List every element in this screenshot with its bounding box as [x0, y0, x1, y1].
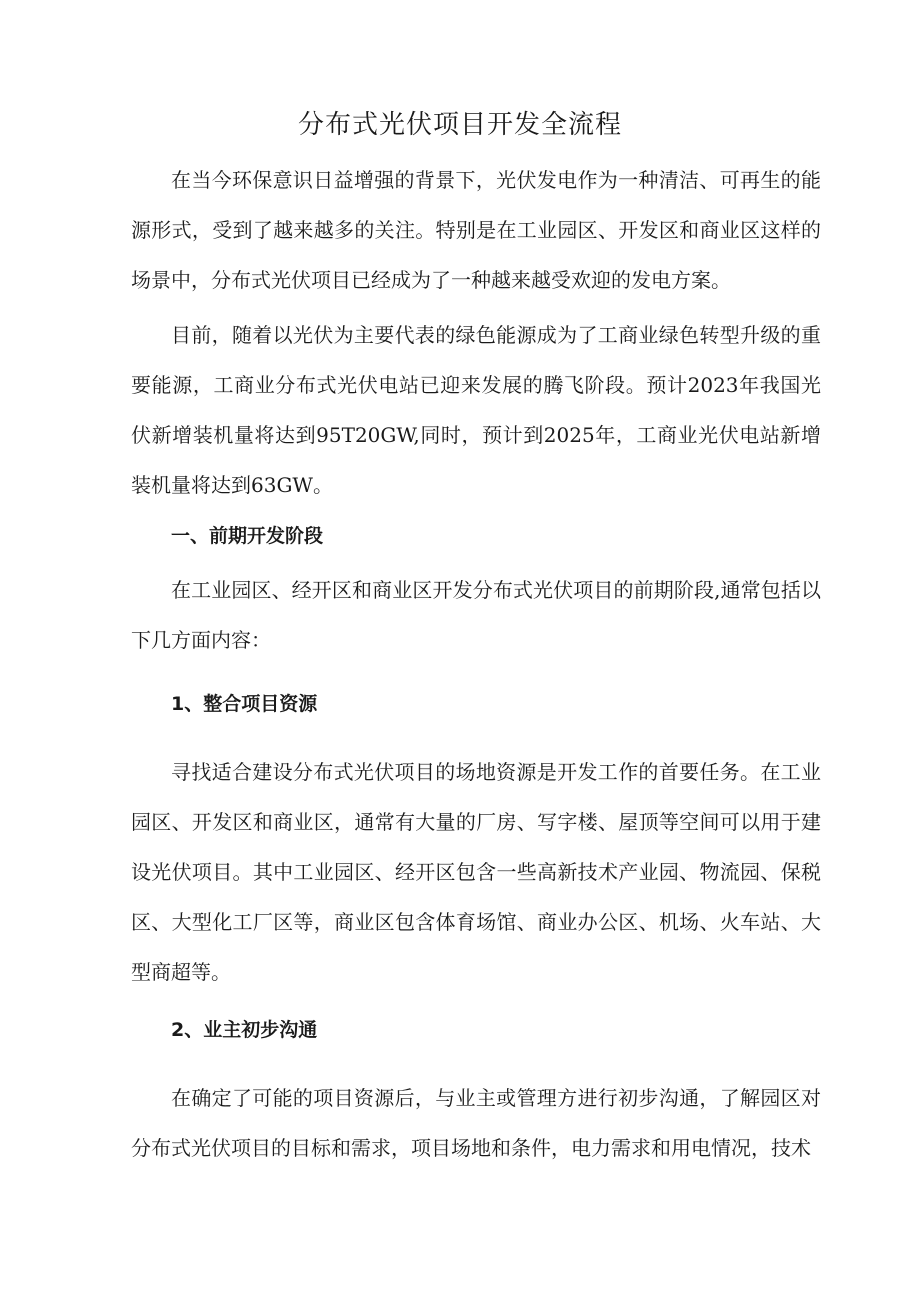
document-title: 分布式光伏项目开发全流程: [297, 110, 622, 140]
section-heading-pre-development: 一、前期开发阶段: [171, 525, 324, 547]
pre-development-paragraph: 在工业园区、经开区和商业区开发分布式光伏项目的前期阶段,通常包括以下几方面内容：: [131, 578, 821, 652]
owner-communication-paragraph: 在确定了可能的项目资源后，与业主或管理方进行初步沟通，了解园区对分布式光伏项目的目标和需求，项目场地和条件，电力需求和用电情况，技术: [131, 1086, 821, 1160]
intro-paragraph: 在当今环保意识日益增强的背景下，光伏发电作为一种清洁、可再生的能源形式，受到了越来越多的关注。特别是在工业园区、开发区和商业区这样的场景中，分布式光伏项目已经成为了一种越来越受欢迎的发电方案。: [131, 168, 821, 292]
current-status-paragraph: 目前，随着以光伏为主要代表的绿色能源成为了工商业绿色转型升级的重要能源，工商业分布式光伏电站已迎来发展的腾飞阶段。预计2023年我国光伏新增装机量将达到95T20GW,同时，预计到2025年，工商业光伏电站新增装机量将达到63GW。: [131, 323, 821, 497]
subsection-heading-resources: 1、整合项目资源: [171, 693, 318, 715]
resources-paragraph: 寻找适合建设分布式光伏项目的场地资源是开发工作的首要任务。在工业园区、开发区和商业区，通常有大量的厂房、写字楼、屋顶等空间可以用于建设光伏项目。其中工业园区、经开区包含一些高新技术产业园、物流园、保税区、大型化工厂区等，商业区包含体育场馆、商业办公区、机场、火车站、大型商超等。: [131, 760, 821, 984]
subsection-heading-owner-communication: 2、业主初步沟通: [171, 1019, 318, 1041]
